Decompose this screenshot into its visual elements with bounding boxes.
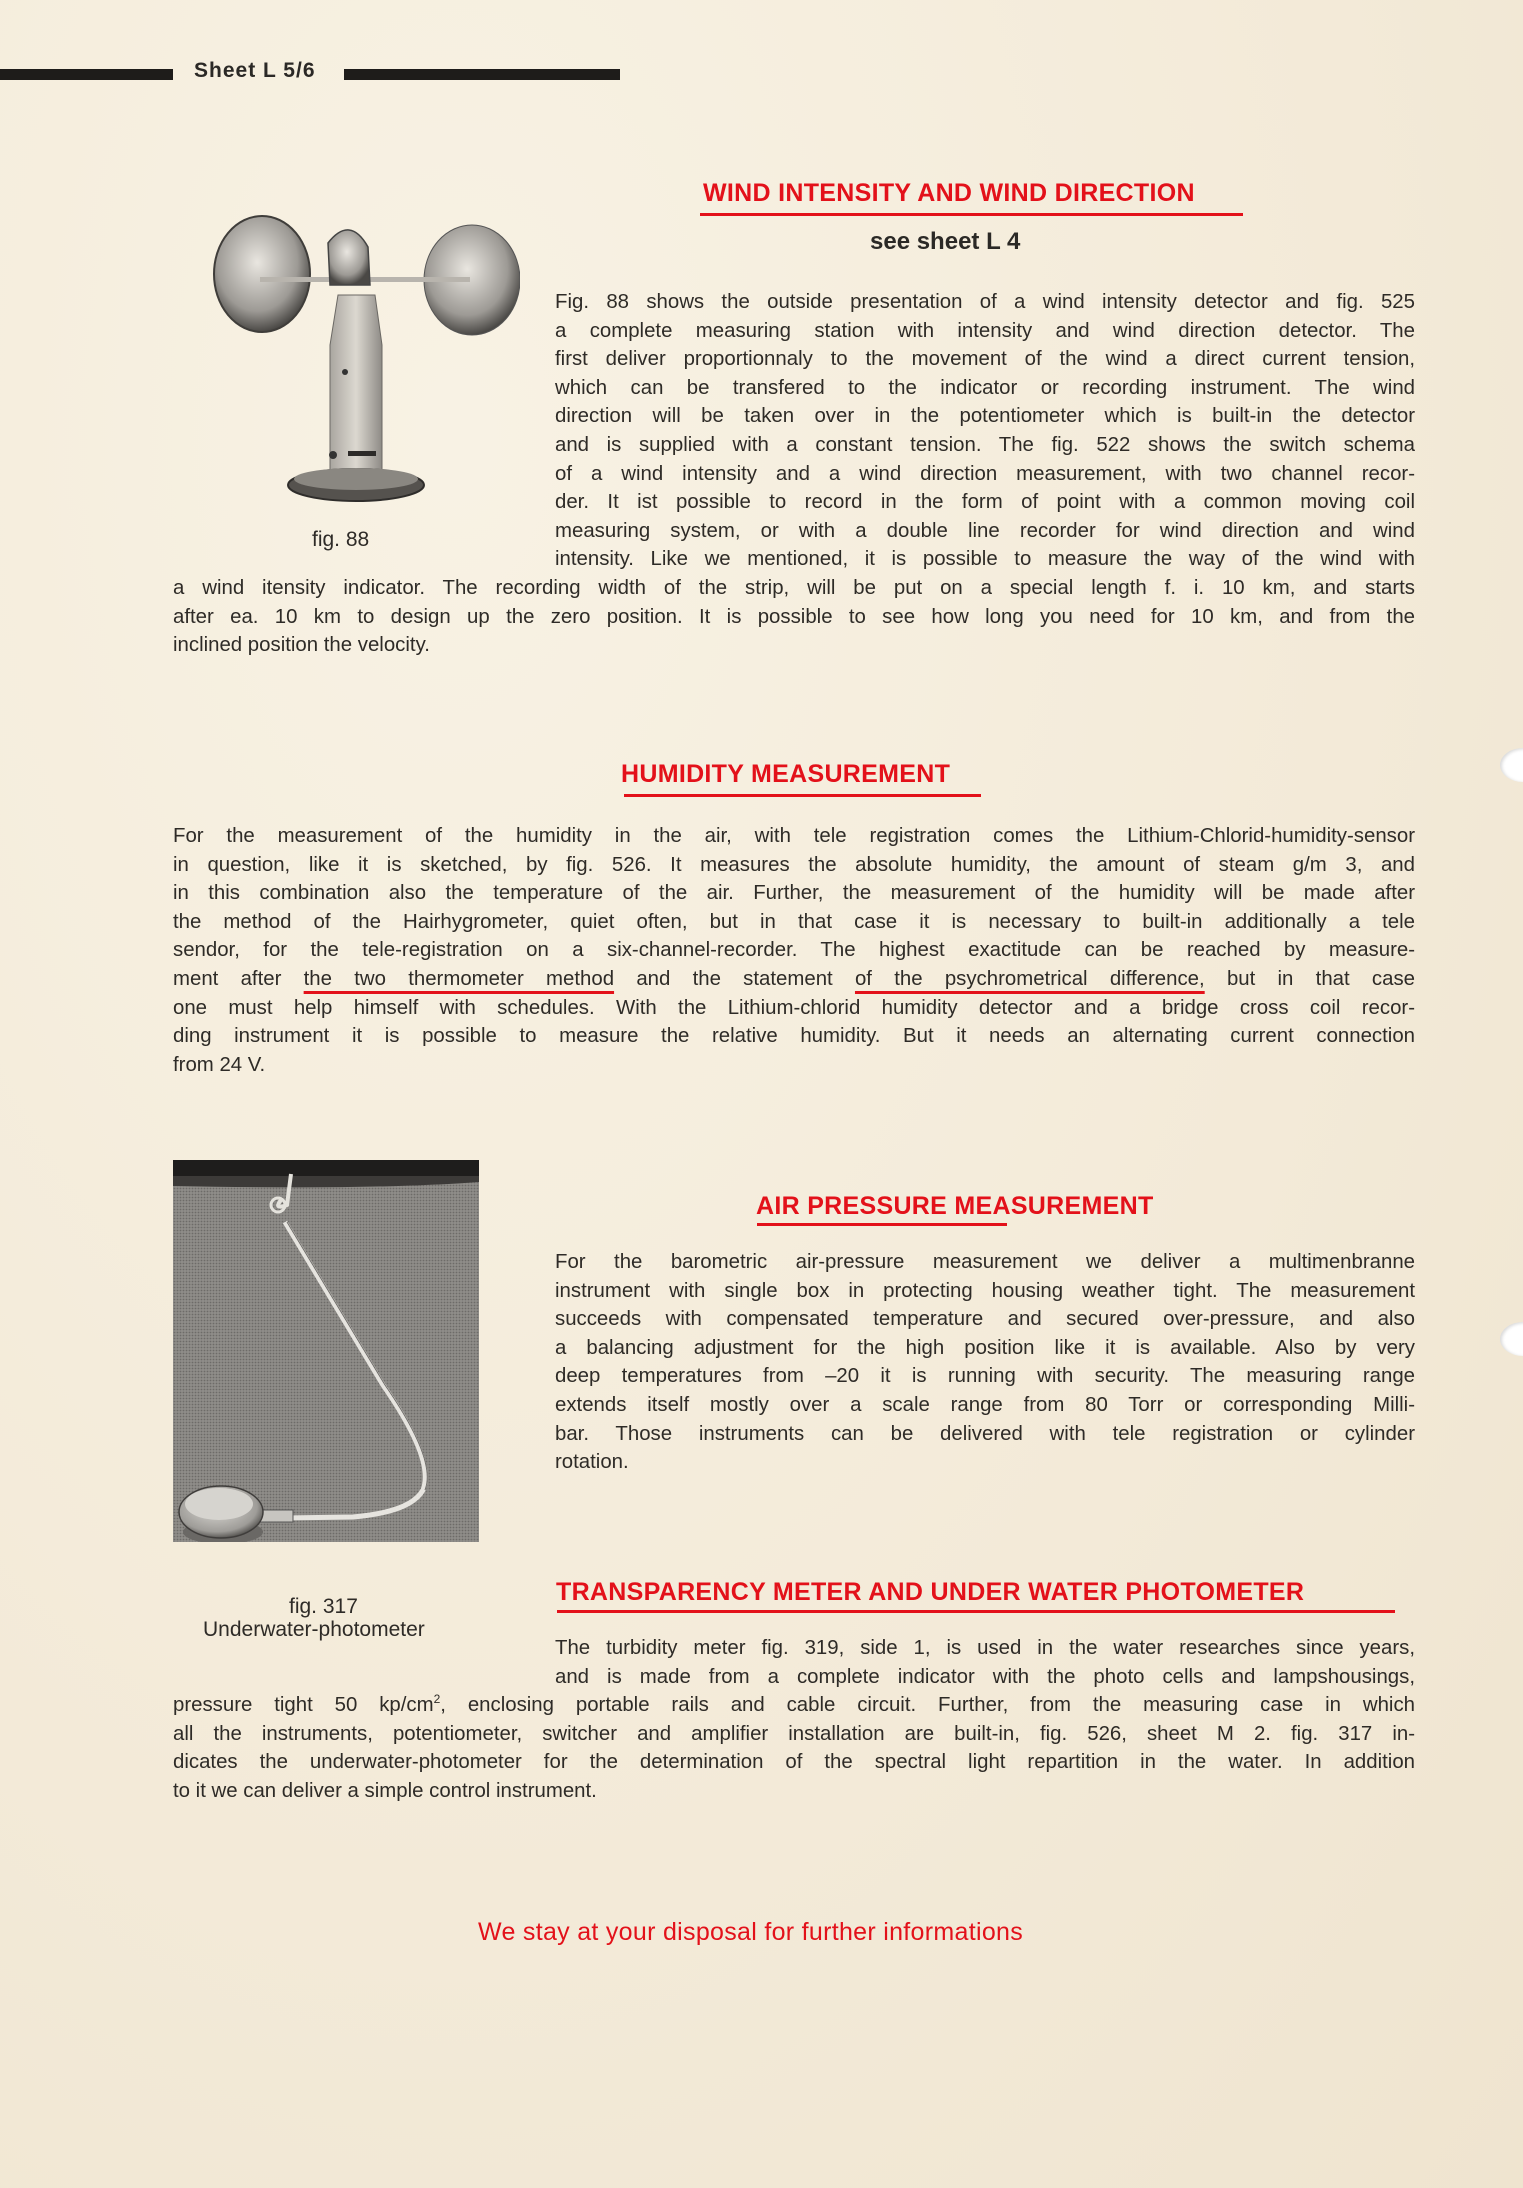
text-line: the method of the Hairhygrometer, quiet often, but in that case it is necessary to built-in additionally a tele <box>173 910 1415 933</box>
superscript: 2 <box>433 1692 441 1707</box>
text-line: rotation. <box>555 1451 629 1474</box>
punch-hole <box>1500 1322 1523 1356</box>
underwater-photometer-caption: Underwater-photometer <box>203 1618 425 1641</box>
text-span: and the statement <box>636 967 833 990</box>
transparency-paragraph-narrow <box>555 1634 1415 1691</box>
sheet-label: Sheet L 5/6 <box>194 59 316 82</box>
wind-paragraph-wide <box>173 574 1415 660</box>
text-line: in question, like it is sketched, by fig. 526. It measures the absolute humidity, the amount of steam g/m 3, and <box>173 853 1415 876</box>
text-line: after ea. 10 km to design up the zero position. It is possible to see how long you need for 10 km, and from the <box>173 605 1415 628</box>
text-line: one must help himself with schedules. With the Lithium-chlorid humidity detector and a bridge cross coil recor- <box>173 996 1415 1019</box>
text-line: in this combination also the temperature of the air. Further, the measurement of the humidity will be made after <box>173 882 1415 905</box>
text-line: der. It ist possible to record in the form of point with a common moving coil <box>555 491 1415 514</box>
text-line: to it we can deliver a simple control instrument. <box>173 1779 597 1802</box>
text-line: For the measurement of the humidity in the air, with tele registration comes the Lithium-Chlorid-humidity-sensor <box>173 825 1415 847</box>
text-line: from 24 V. <box>173 1053 266 1076</box>
text-line: and is made from a complete indicator with the photo cells and lampshousings, <box>555 1665 1415 1688</box>
text-line: inclined position the velocity. <box>173 634 430 657</box>
text-line: of a wind intensity and a wind direction measurement, with two channel recor- <box>555 462 1415 485</box>
text-span: pressure tight 50 kp/cm <box>173 1694 434 1716</box>
text-line: and is supplied with a constant tension. The fig. 522 shows the switch schema <box>555 433 1415 456</box>
text-span: but in that case <box>1226 967 1415 990</box>
underlined-phrase: of the psychrometrical difference, <box>854 967 1205 990</box>
fig-88-caption: fig. 88 <box>312 528 370 551</box>
wind-heading: WIND INTENSITY AND WIND DIRECTION <box>703 179 1195 207</box>
air-pressure-heading-underline <box>757 1223 1007 1226</box>
fig-317-caption: fig. 317 <box>289 1595 358 1618</box>
text-line: sendor, for the tele-registration on a six-channel-recorder. The highest exactitude can be reached by measure- <box>173 939 1415 962</box>
text-line: intensity. Like we mentioned, it is possible to measure the way of the wind with <box>555 548 1415 571</box>
anemometer-icon <box>200 185 520 505</box>
text-line: bar. Those instruments can be delivered with tele registration or cylinder <box>555 1422 1415 1445</box>
air-pressure-heading: AIR PRESSURE MEASUREMENT <box>756 1192 1154 1220</box>
air-pressure-paragraph <box>555 1248 1415 1477</box>
underwater-photometer-icon <box>173 1160 479 1542</box>
text-line: direction will be taken over in the potentiometer which is built-in the detector <box>555 405 1415 428</box>
closing-statement: We stay at your disposal for further informations <box>478 1918 1024 1946</box>
transparency-paragraph-wide <box>173 1691 1415 1805</box>
wind-subtitle: see sheet L 4 <box>870 228 1021 255</box>
text-line: The turbidity meter fig. 319, side 1, is used in the water researches since years, <box>555 1637 1415 1659</box>
text-line: measuring system, or with a double line recorder for wind direction and wind <box>555 519 1415 542</box>
humidity-paragraph <box>173 822 1415 1079</box>
underlined-phrase: the two thermometer method <box>303 967 615 990</box>
text-line: all the instruments, potentiometer, switcher and amplifier installation are built-in, fig. 526, sheet M 2. fig. 317 in- <box>173 1722 1415 1745</box>
wind-heading-underline <box>700 213 1243 216</box>
punch-hole <box>1500 748 1523 782</box>
text-line: ding instrument it is possible to measure the relative humidity. But it needs an alternating current connection <box>173 1025 1415 1048</box>
header-rule-right <box>344 69 620 80</box>
transparency-heading-underline <box>557 1610 1395 1613</box>
humidity-heading-underline <box>624 794 981 797</box>
text-line: which can be transfered to the indicator or recording instrument. The wind <box>555 376 1415 399</box>
text-line: dicates the underwater-photometer for the determination of the spectral light repartition in the water. In addition <box>173 1751 1415 1774</box>
humidity-heading: HUMIDITY MEASUREMENT <box>621 760 951 788</box>
text-line: a balancing adjustment for the high position like it is available. Also by very <box>555 1336 1415 1359</box>
text-span: ment after <box>173 967 282 990</box>
text-line: Fig. 88 shows the outside presentation of a wind intensity detector and fig. 525 <box>555 291 1415 313</box>
text-line: succeeds with compensated temperature and secured over-pressure, and also <box>555 1308 1415 1331</box>
header-rule-left <box>0 69 173 80</box>
text-line: For the barometric air-pressure measurement we deliver a multimenbranne <box>555 1251 1415 1273</box>
text-line: a complete measuring station with intensity and wind direction detector. The <box>555 319 1415 342</box>
text-line: instrument with single box in protecting housing weather tight. The measurement <box>555 1279 1415 1302</box>
transparency-heading: TRANSPARENCY METER AND UNDER WATER PHOTOMETER <box>556 1578 1305 1606</box>
text-line: a wind itensity indicator. The recording width of the strip, will be put on a special length f. i. 10 km, and starts <box>173 577 1415 599</box>
text-span: , enclosing portable rails and cable circuit. Further, from the measuring case in which <box>440 1694 1415 1716</box>
text-line: deep temperatures from –20 it is running with security. The measuring range <box>555 1365 1415 1388</box>
text-line: extends itself mostly over a scale range from 80 Torr or corresponding Milli- <box>555 1393 1415 1416</box>
wind-paragraph-narrow <box>555 288 1415 574</box>
text-line-underlined <box>173 965 1415 994</box>
text-line <box>173 1691 1415 1720</box>
text-line: first deliver proportionnaly to the movement of the wind a direct current tension, <box>555 348 1415 371</box>
